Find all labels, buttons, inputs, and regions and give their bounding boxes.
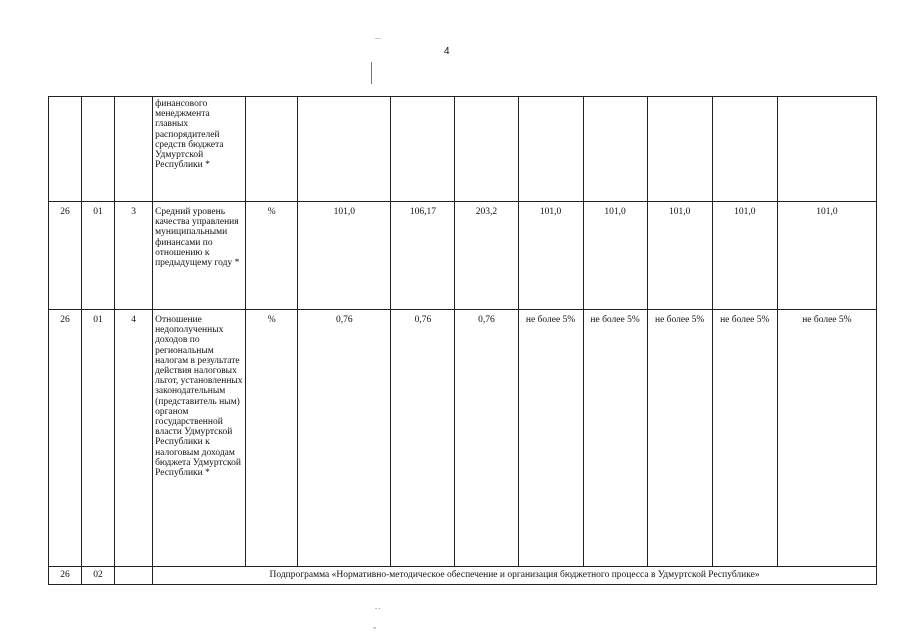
value-cell: 0,76: [455, 310, 518, 567]
code-program: 26: [49, 567, 82, 585]
value-cell: 203,2: [455, 202, 518, 310]
code-indicator: 4: [115, 310, 153, 567]
value-cell: не более 5%: [583, 310, 647, 567]
value-cell: [518, 97, 583, 202]
value-cell: 0,76: [298, 310, 391, 567]
code-program: 26: [49, 310, 82, 567]
value-cell: 101,0: [777, 202, 876, 310]
table-row: [49, 202, 877, 310]
scan-artifact: —: [375, 36, 381, 42]
table-row: [49, 97, 877, 202]
table-row-subprogram: [49, 567, 877, 585]
value-cell: [777, 97, 876, 202]
value-cell: 101,0: [298, 202, 391, 310]
indicator-name: Отношение недополученных доходов по региональным налогам в результате действия налоговых льгот, установленных законодательным (представитель ным) органом государственной власти Удмуртской Республики к налоговым доходам бюджета Удмуртской Республики *: [153, 310, 246, 567]
table-row: [49, 310, 877, 567]
unit-cell: %: [246, 202, 298, 310]
value-cell: 106,17: [391, 202, 455, 310]
code-program: [49, 97, 82, 202]
value-cell: 101,0: [518, 202, 583, 310]
value-cell: [455, 97, 518, 202]
code-indicator: [115, 97, 153, 202]
subprogram-title: Подпрограмма «Нормативно-методическое обеспечение и организация бюджетного процесса в Удмуртской Республике»: [153, 567, 877, 585]
value-cell: [583, 97, 647, 202]
empty-cell: [115, 567, 153, 585]
value-cell: не более 5%: [777, 310, 876, 567]
value-cell: [391, 97, 455, 202]
value-cell: [298, 97, 391, 202]
indicators-table: [48, 96, 877, 585]
code-indicator: 3: [115, 202, 153, 310]
value-cell: [647, 97, 712, 202]
value-cell: [712, 97, 777, 202]
value-cell: не более 5%: [712, 310, 777, 567]
page-number: 4: [444, 46, 450, 57]
code-subprogram: 01: [82, 310, 115, 567]
value-cell: не более 5%: [647, 310, 712, 567]
scan-artifact: =: [373, 626, 377, 632]
code-subprogram: 02: [82, 567, 115, 585]
scan-artifact: [371, 62, 380, 84]
code-subprogram: 01: [82, 202, 115, 310]
indicator-name: Средний уровень качества управления муниципальными финансами по отношению к предыдущему году *: [153, 202, 246, 310]
value-cell: 0,76: [391, 310, 455, 567]
value-cell: не более 5%: [518, 310, 583, 567]
value-cell: 101,0: [583, 202, 647, 310]
value-cell: 101,0: [712, 202, 777, 310]
unit-cell: %: [246, 310, 298, 567]
code-program: 26: [49, 202, 82, 310]
scan-artifact: - -: [375, 606, 381, 612]
indicator-name: финансового менеджмента главных распорядителей средств бюджета Удмуртской Республики *: [153, 97, 246, 202]
code-subprogram: [82, 97, 115, 202]
value-cell: 101,0: [647, 202, 712, 310]
unit-cell: [246, 97, 298, 202]
